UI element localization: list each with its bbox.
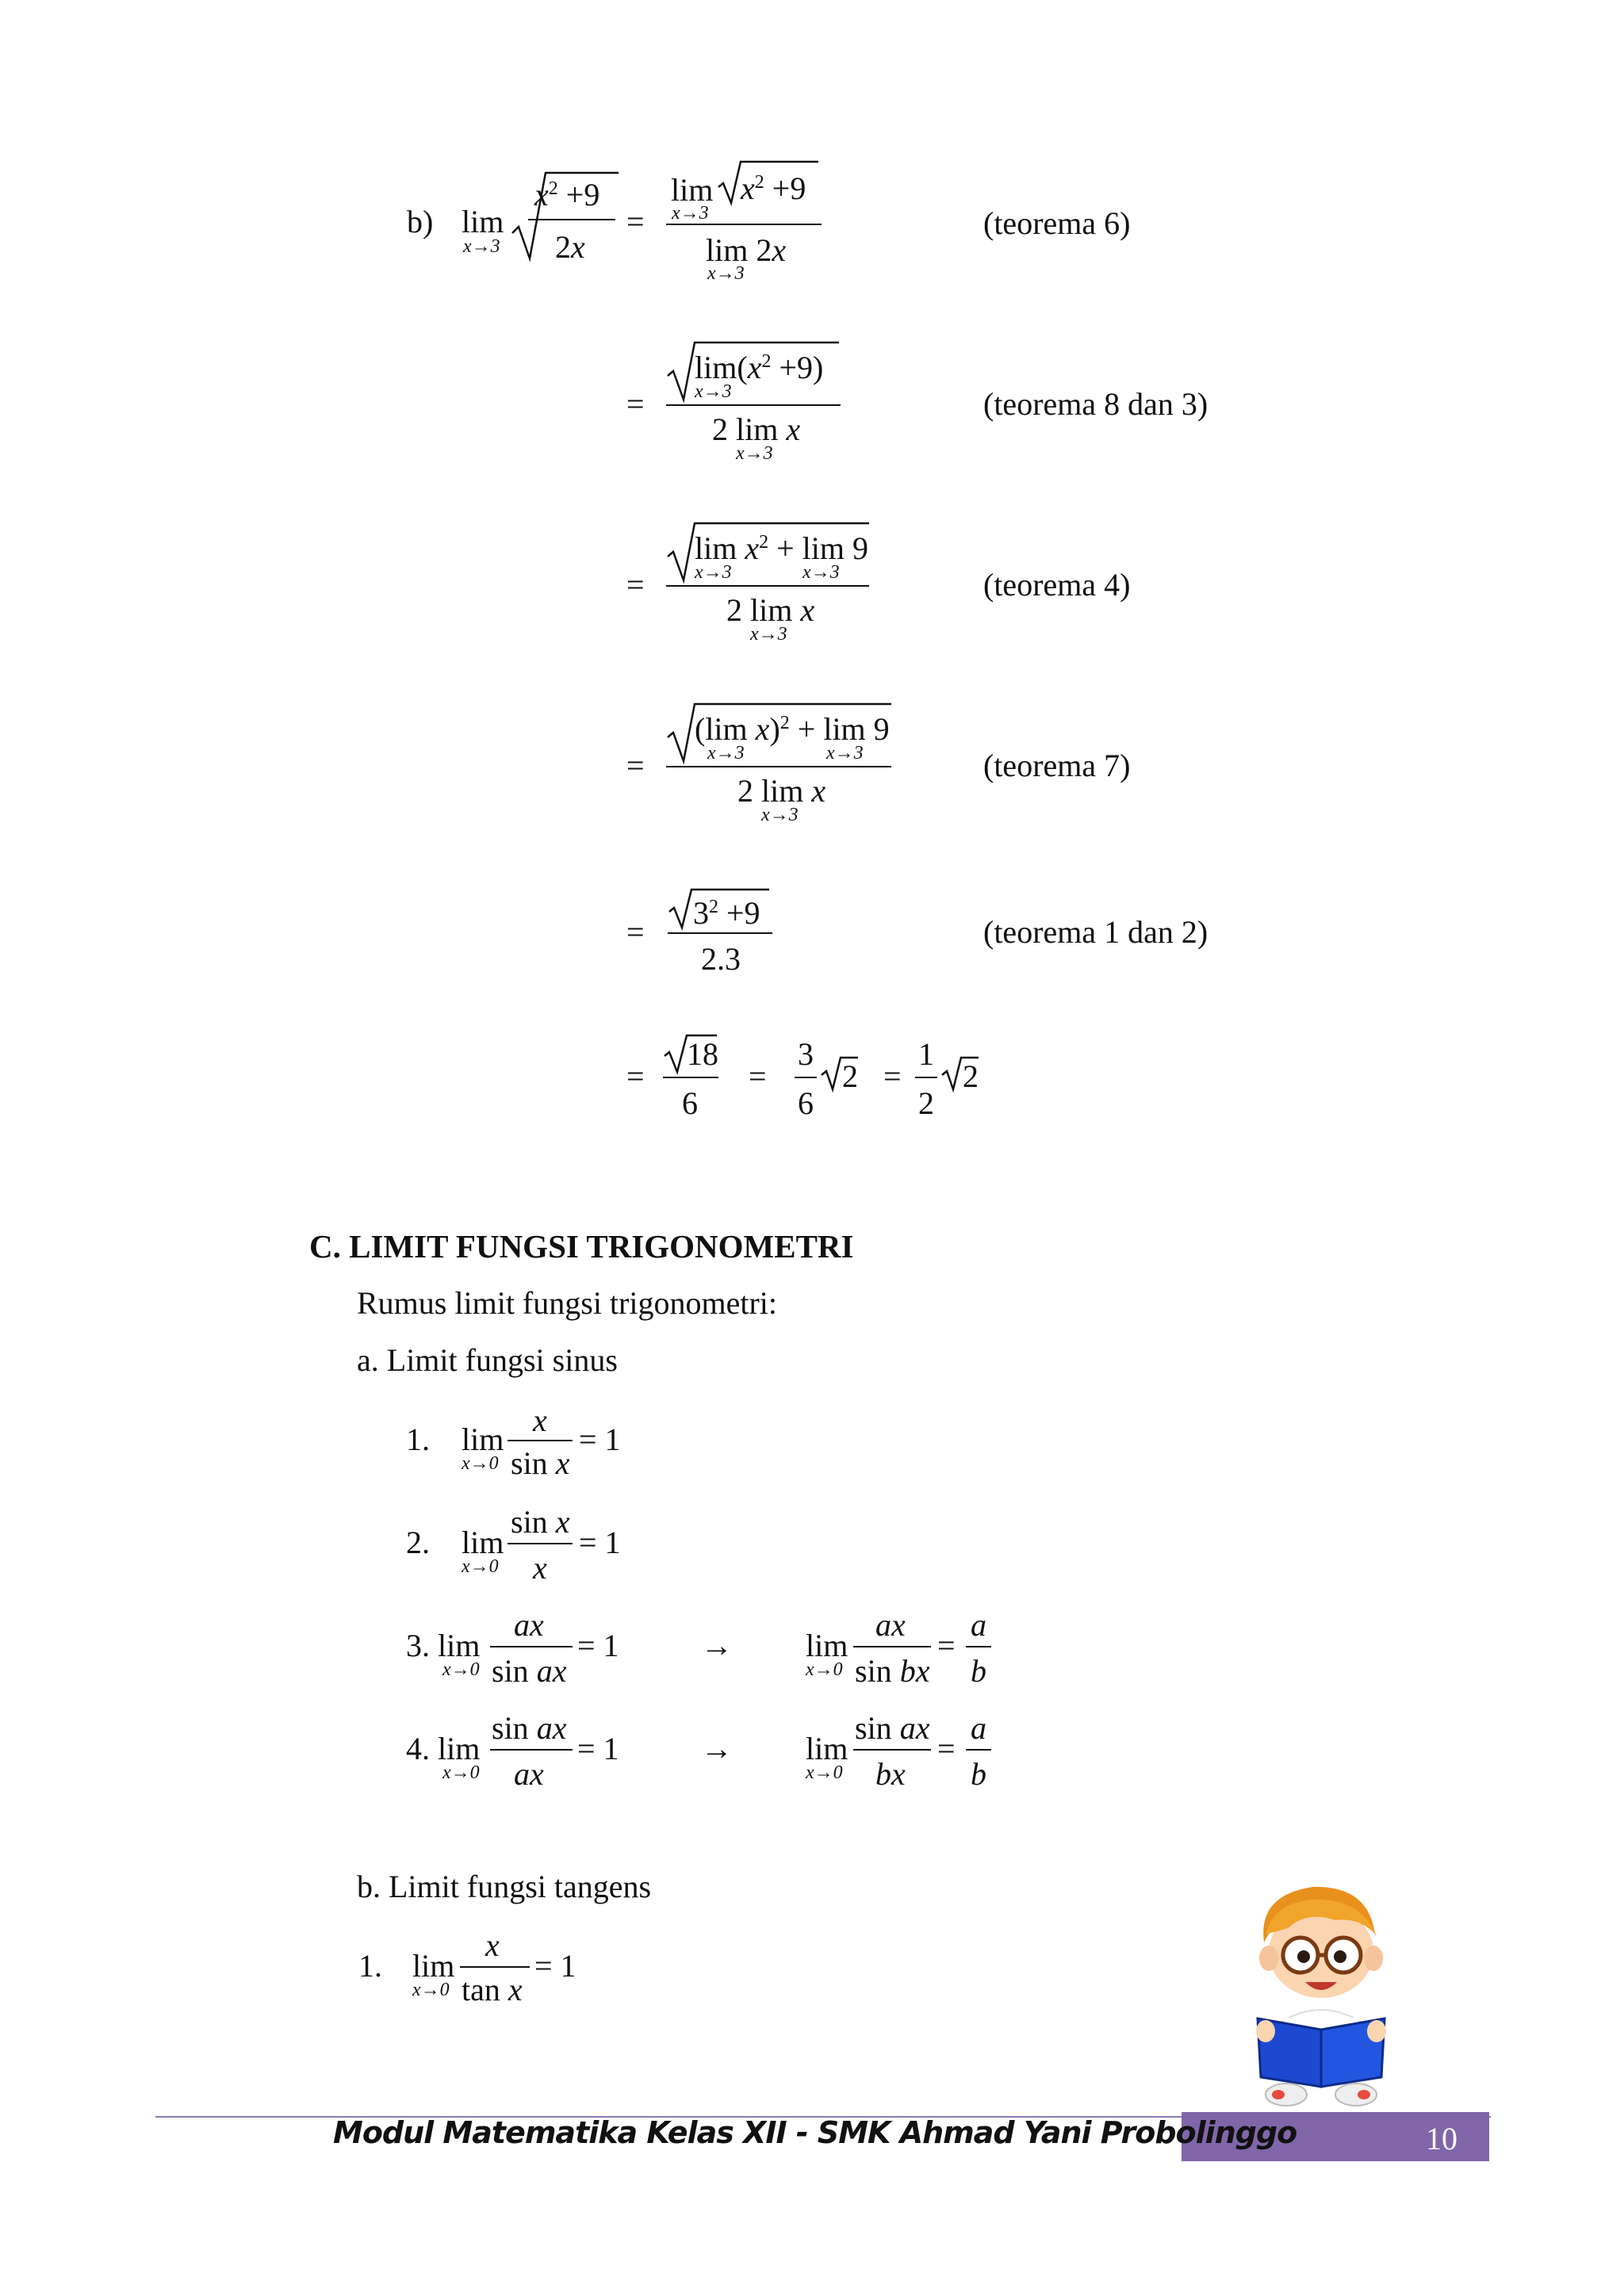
section-heading: C. LIMIT FUNGSI TRIGONOMETRI <box>309 1228 854 1265</box>
boy-reading-book-icon <box>1242 1879 1400 2109</box>
arrow-right-icon: → <box>701 1628 733 1663</box>
note-4: (teorema 7) <box>983 748 1131 783</box>
part-label: b) <box>407 204 434 239</box>
section-intro: Rumus limit fungsi trigonometri: <box>357 1285 777 1321</box>
footer-title: Modul Matematika Kelas XII - SMK Ahmad Yani Probolinggo <box>333 2115 1297 2150</box>
note-5: (teorema 1 dan 2) <box>983 914 1208 950</box>
note-3: (teorema 4) <box>983 567 1131 603</box>
subsection-tangens: b. Limit fungsi tangens <box>357 1869 652 1904</box>
note-2: (teorema 8 dan 3) <box>983 386 1208 422</box>
note-1: (teorema 6) <box>983 205 1131 241</box>
subsection-sinus: a. Limit fungsi sinus <box>357 1342 618 1378</box>
page-number: 10 <box>1426 2121 1457 2156</box>
arrow-right-icon: → <box>701 1731 733 1766</box>
